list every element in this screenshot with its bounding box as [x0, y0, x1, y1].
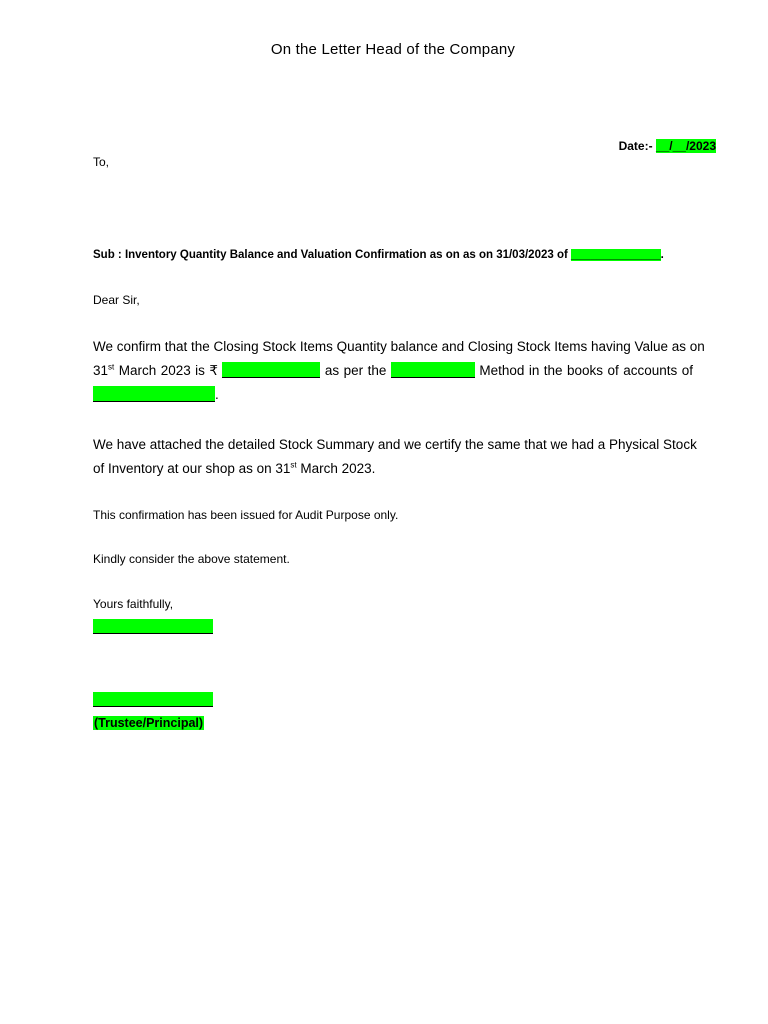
- para1-date-rest: March 2023 is ₹: [114, 363, 218, 378]
- method-blank[interactable]: [391, 362, 475, 378]
- para1-end: .: [215, 387, 219, 402]
- role-label: (Trustee/Principal): [94, 716, 204, 730]
- consider-line: Kindly consider the above statement.: [93, 552, 290, 566]
- certification-paragraph: [93, 433, 697, 481]
- to-label: To,: [93, 155, 110, 169]
- letterhead-title: On the Letter Head of the Company: [270, 41, 516, 58]
- para1-sup: st: [108, 362, 115, 372]
- subject-blank[interactable]: ______________: [571, 249, 661, 261]
- para1-line2: [93, 359, 693, 383]
- subject-line: [93, 249, 664, 261]
- para2-sup: st: [290, 460, 297, 470]
- date-label: Date:-: [618, 139, 653, 153]
- salutation: Dear Sir,: [93, 293, 140, 307]
- signature-blank[interactable]: [93, 619, 213, 634]
- name-blank[interactable]: [93, 692, 213, 707]
- para1-line1: We confirm that the Closing Stock Items Quantity balance and Closing Stock Items having Value as on: [93, 339, 705, 354]
- para1-day: 31: [93, 363, 109, 378]
- audit-note: This confirmation has been issued for Audit Purpose only.: [93, 508, 399, 522]
- date-line: [619, 139, 716, 153]
- company-blank[interactable]: [93, 386, 215, 402]
- para2-text: of Inventory at our shop as on 31: [93, 461, 291, 476]
- para1-method-intro: as per the: [324, 363, 387, 378]
- subject-text: Sub : Inventory Quantity Balance and Valuation Confirmation as on as on 31/03/2023 of: [93, 249, 568, 261]
- para2-end: March 2023.: [296, 461, 376, 476]
- closing-line: Yours faithfully,: [93, 597, 174, 611]
- confirmation-paragraph: [93, 335, 705, 407]
- para2-line2: [93, 457, 693, 481]
- para2-line1: We have attached the detailed Stock Summary and we certify the same that we had a Physical Stock: [93, 437, 697, 452]
- value-blank[interactable]: [222, 362, 320, 378]
- para1-line3: [93, 383, 693, 407]
- para1-books-text: Method in the books of accounts of: [479, 363, 693, 378]
- date-value[interactable]: __/__/2023: [655, 139, 716, 153]
- subject-end: .: [660, 249, 664, 261]
